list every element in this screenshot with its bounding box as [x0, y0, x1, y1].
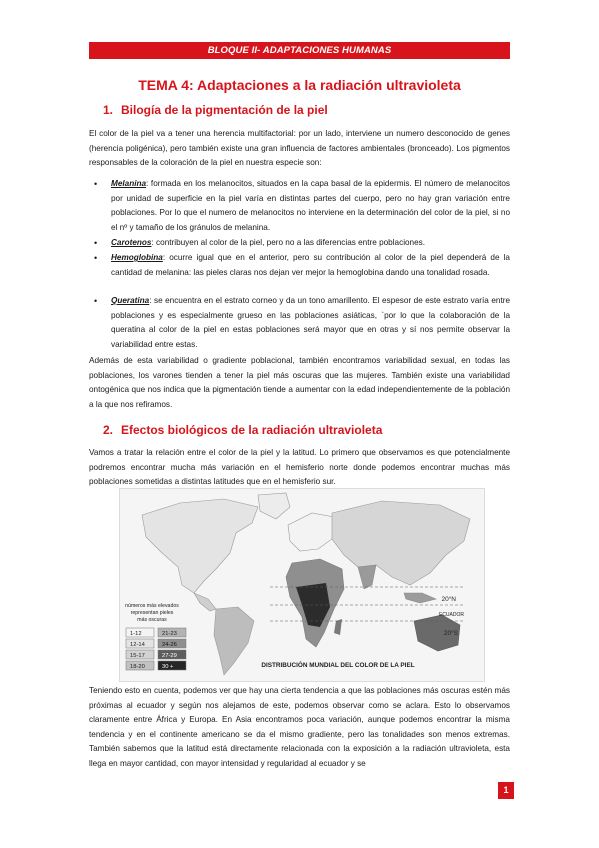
bullet-text: : ocurre igual que en el anterior, pero su contribución al color de la piel dependerá de la cantidad de melanina: las pieles claras nos dejan ver mejor la hemoglobina dando una tonalidad rosada. [111, 253, 510, 277]
lat-label-20n: 20°N [441, 596, 456, 603]
legend-label-24-26: 24-26 [162, 642, 177, 648]
bullet-dot: • [94, 238, 98, 248]
section-2-after-map: Teniendo esto en cuenta, podemos ver que hay una cierta tendencia a que las poblaciones más oscuras estén más próximas al ecuador y según nos alejamos de este, podemos observar como se aclara. Esto lo observamos claramente entre África y Europa. En Asia encontramos poca variación, aunque podemos encontrar la misma tendencia y en el continente americano se da el mismo gradiente, pero las tonalidades son menos extremas. También sabemos que la latitud está directamente relacionada con la exposición a la radiación ultravioleta, esta llega en mayor cantidad, con mayor intensidad y regularidad al ecuador y se [89, 686, 510, 768]
bullet-dot: • [94, 296, 98, 306]
bullet-dot: • [94, 253, 98, 263]
lat-label-ecuador: ECUADOR [438, 612, 464, 618]
section-1-intro: El color de la piel va a tener una herencia multifactorial: por un lado, interviene un numero desconocido de genes (herencia poligénica), pero también existe una gran influencia de factores ambientales (bronceado). Los pigmentos responsables de la coloración de la piel en nuestra especie son: [89, 129, 510, 168]
map-svg [120, 489, 484, 681]
bullet-dot: • [94, 179, 98, 189]
bullet-term: Hemoglobina [111, 253, 163, 262]
bullet-queratina [94, 294, 510, 352]
section-2-intro: Vamos a tratar la relación entre el color de la piel y la latitud. Lo primero que observamos es que potencialmente podremos encontrar mucha más variación en el hemisferio norte donde podemos encontrar muchas más poblaciones sometidas a distintas latitudes que en el hemisferio sur. [89, 448, 510, 487]
legend-label-27-29: 27-29 [162, 653, 177, 659]
bullet-term: Melanina [111, 179, 147, 188]
lat-label-20s: 20°S [443, 630, 458, 637]
section-2-number: 2. [103, 423, 114, 437]
legend-label-30-plus: 30 + [162, 664, 174, 670]
map-caption: DISTRIBUCIÓN MUNDIAL DEL COLOR DE LA PIEL [261, 662, 415, 669]
bullet-hemoglobina [94, 251, 510, 280]
skin-color-world-map [119, 488, 485, 682]
section-1-heading [103, 103, 328, 117]
header-banner: BLOQUE II- ADAPTACIONES HUMANAS [89, 42, 510, 59]
legend-label-1-12: 1-12 [130, 631, 142, 637]
bullet-term: Carotenos [111, 238, 152, 247]
section-2-heading [103, 423, 382, 437]
legend-label-15-17: 15-17 [130, 653, 145, 659]
section-1-number: 1. [103, 103, 114, 117]
bullet-term: Queratina [111, 296, 150, 305]
bullet-text: : contribuyen al color de la piel, pero no a las diferencias entre poblaciones. [151, 238, 426, 247]
legend-title-line-1: números más elevados [125, 603, 179, 609]
bullet-carotenos [94, 236, 510, 251]
legend-label-12-14: 12-14 [130, 642, 145, 648]
bullet-text: : se encuentra en el estrato corneo y da un tono amarillento. El espesor de este estrato varía entre poblaciones y es especialmente grueso en las poblaciones asiáticas, `por lo que la colaboración de la queratina al color de la piel en estas poblaciones será mayor que en otras y sí nos permite observar la variabilidad entre estas. [111, 296, 510, 349]
bullet-melanina [94, 177, 510, 235]
section-2-heading-text: Efectos biológicos de la radiación ultravioleta [121, 423, 383, 437]
section-1-heading-text: Bilogía de la pigmentación de la piel [121, 103, 328, 117]
page-number: 1 [498, 782, 514, 799]
legend-title-line-2: representan pieles [130, 610, 174, 616]
legend-label-21-23: 21-23 [162, 631, 177, 637]
bullet-text: : formada en los melanocitos, situados en la capa basal de la epidermis. El número de melanocitos por unidad de superficie en la piel varía en distintas partes del cuerpo, pero no hay gran variación entre poblaciones. Por lo que el numero de melanocitos no interviene en la determinación del color de la piel, si no el nº y tamaño de los gránulos de melanina. [111, 179, 510, 232]
section-1-closing: Además de esta variabilidad o gradiente poblacional, también encontramos variabilidad sexual, en todas las poblaciones, los varones tienden a tener la piel más oscuras que las mujeres. También existe una variabilidad ontogénica que nos indica que la pigmentación tiende a aumentar con la edad independientemente de la población a la que nos refiramos. [89, 356, 510, 409]
page-title: TEMA 4: Adaptaciones a la radiación ultravioleta [138, 77, 461, 93]
legend-title-line-3: más oscuras [137, 617, 167, 623]
legend-label-18-20: 18-20 [130, 664, 145, 670]
